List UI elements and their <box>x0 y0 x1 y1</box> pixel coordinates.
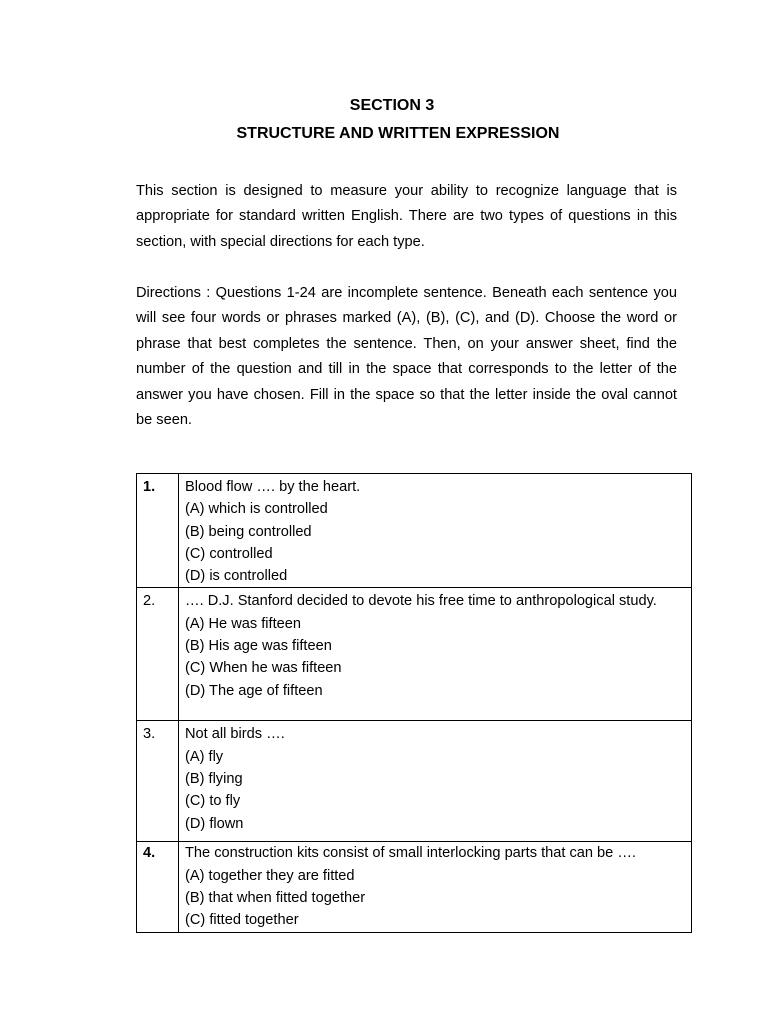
question-number-cell <box>137 474 179 588</box>
question-stem: Blood flow …. by the heart. <box>185 479 361 495</box>
question-stem: Not all birds …. <box>185 726 285 743</box>
option-b: (B) flying <box>185 771 243 788</box>
option-a: (A) He was fifteen <box>185 615 301 632</box>
question-stem: The construction kits consist of small interlocking parts that can be …. <box>185 845 636 862</box>
intro-paragraph: This section is designed to measure your ability to recognize language that is appropriate for standard written English. There are two types of questions in this section, with special directions for each type. <box>136 183 677 250</box>
question-body-cell <box>179 588 692 721</box>
option-c: (C) fitted together <box>185 912 299 929</box>
question-number-cell <box>137 842 179 932</box>
option-a: (A) fly <box>185 748 224 765</box>
question-stem: …. D.J. Stanford decided to devote his free time to anthropological study. <box>185 593 657 610</box>
section-subtitle: STRUCTURE AND WRITTEN EXPRESSION <box>236 125 560 142</box>
question-row-4 <box>137 842 692 932</box>
question-body-cell <box>179 474 692 588</box>
question-body-cell <box>179 721 692 842</box>
option-b: (B) His age was fifteen <box>185 638 332 655</box>
option-c: (C) When he was fifteen <box>185 660 342 677</box>
question-body-cell <box>179 842 692 932</box>
option-d: (D) is controlled <box>185 568 288 585</box>
question-row-1 <box>137 474 692 588</box>
section-title: SECTION 3 <box>349 97 435 114</box>
option-c: (C) to fly <box>185 793 241 810</box>
option-a: (A) together they are fitted <box>185 867 355 884</box>
option-a: (A) which is controlled <box>185 501 328 518</box>
option-d: (D) The age of fifteen <box>185 682 323 699</box>
question-number: 1. <box>143 479 156 495</box>
option-b: (B) that when fitted together <box>185 890 366 907</box>
question-number-cell <box>137 721 179 842</box>
question-number-cell <box>137 588 179 721</box>
option-b: (B) being controlled <box>185 523 312 540</box>
directions-paragraph: Directions : Questions 1-24 are incomplete sentence. Beneath each sentence you will see four words or phrases marked (A), (B), (C), and (D). Choose the word or phrase that best completes the sentence. Then, on your answer sheet, find the number of the question and till in the space that corresponds to the letter of the answer you have chosen. Fill in the space so that the letter inside the oval cannot be seen. <box>136 285 677 429</box>
question-number: 3. <box>143 726 156 743</box>
question-row-2 <box>137 588 692 721</box>
question-number: 4. <box>143 845 156 862</box>
question-number: 2. <box>143 593 156 610</box>
questions-table <box>136 473 692 933</box>
option-c: (C) controlled <box>185 545 273 562</box>
question-row-3 <box>137 721 692 842</box>
option-d: (D) flown <box>185 815 244 832</box>
